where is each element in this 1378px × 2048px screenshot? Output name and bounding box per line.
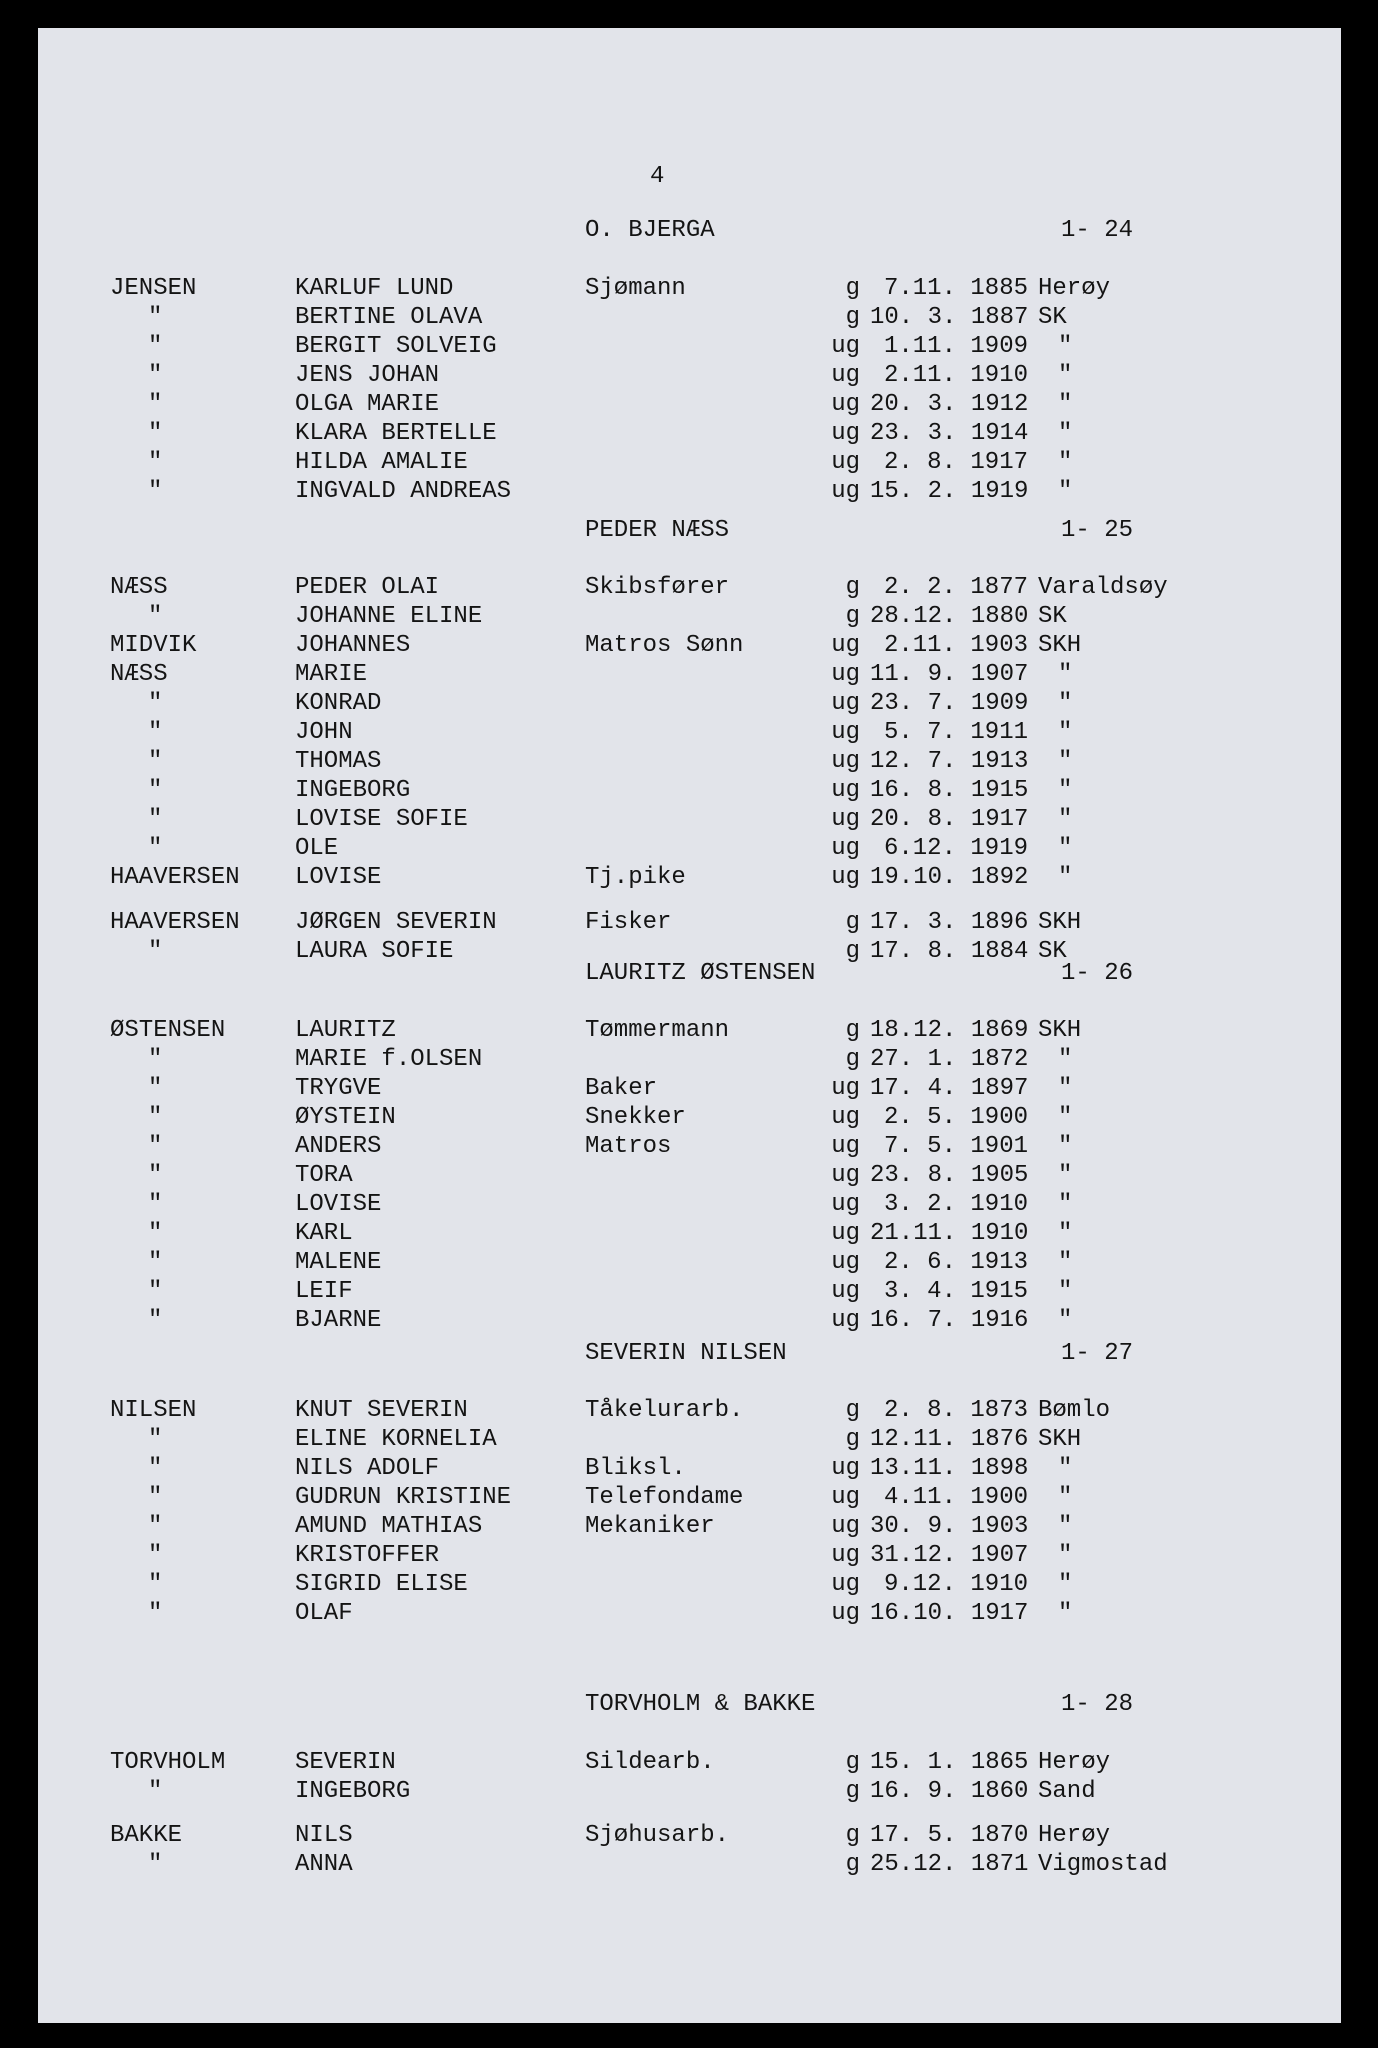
given-name-cell: OLAF <box>295 1600 353 1627</box>
birth-date-cell: 2.11. 1903 <box>883 632 1028 659</box>
surname-cell: " <box>148 1075 163 1102</box>
birth-date-cell: 2. 6. 1913 <box>883 1249 1028 1276</box>
birth-date-cell: 17. 3. 1896 <box>870 909 1029 936</box>
birthplace-cell: " <box>1058 1249 1073 1276</box>
marital-status-cell: g <box>845 909 860 936</box>
birthplace-cell: " <box>1058 1542 1073 1569</box>
birth-date-cell: 12.11. 1876 <box>870 1426 1029 1453</box>
given-name-cell: GUDRUN KRISTINE <box>295 1484 512 1511</box>
birthplace-cell: " <box>1058 333 1073 360</box>
occupation-cell: Bliksl. <box>585 1455 686 1482</box>
birth-date-cell: 7.11. 1885 <box>883 275 1028 302</box>
birthplace-cell: " <box>1058 1191 1073 1218</box>
birth-date-cell: 19.10. 1892 <box>870 864 1029 891</box>
marital-status-cell: g <box>845 275 860 302</box>
given-name-cell: ANNA <box>295 1851 353 1878</box>
surname-cell: " <box>148 1484 163 1511</box>
given-name-cell: JOHANNES <box>295 632 411 659</box>
marital-status-cell: g <box>845 574 860 601</box>
surname-cell: " <box>148 806 163 833</box>
marital-status-cell: g <box>845 1426 860 1453</box>
surname-cell: " <box>148 835 163 862</box>
given-name-cell: ELINE KORNELIA <box>295 1426 497 1453</box>
birthplace-cell: " <box>1058 1133 1073 1160</box>
birth-date-cell: 2. 8. 1917 <box>883 449 1028 476</box>
birth-date-cell: 2. 5. 1900 <box>883 1104 1028 1131</box>
given-name-cell: BJARNE <box>295 1307 382 1334</box>
given-name-cell: LEIF <box>295 1278 353 1305</box>
marital-status-cell: ug <box>831 1484 860 1511</box>
birth-date-cell: 9.12. 1910 <box>883 1571 1028 1598</box>
birth-date-cell: 28.12. 1880 <box>870 603 1029 630</box>
occupation-cell: Sjømann <box>585 275 686 302</box>
birth-date-cell: 25.12. 1871 <box>870 1851 1029 1878</box>
given-name-cell: BERGIT SOLVEIG <box>295 333 497 360</box>
marital-status-cell: ug <box>831 1455 860 1482</box>
given-name-cell: KNUT SEVERIN <box>295 1397 468 1424</box>
surname-cell: " <box>148 362 163 389</box>
birthplace-cell: SKH <box>1038 1017 1082 1044</box>
marital-status-cell: ug <box>831 391 860 418</box>
surname-cell: " <box>148 304 163 331</box>
birthplace-cell: " <box>1058 1600 1073 1627</box>
birthplace-cell: " <box>1058 1571 1073 1598</box>
marital-status-cell: ug <box>831 632 860 659</box>
birthplace-cell: " <box>1058 1307 1073 1334</box>
surname-cell: HAAVERSEN <box>110 909 240 936</box>
marital-status-cell: ug <box>831 333 860 360</box>
birthplace-cell: SK <box>1038 603 1067 630</box>
surname-cell: " <box>148 1600 163 1627</box>
household-code: 1- 28 <box>1061 1691 1134 1718</box>
birth-date-cell: 1.11. 1909 <box>883 333 1028 360</box>
birthplace-cell: " <box>1058 1278 1073 1305</box>
marital-status-cell: ug <box>831 1513 860 1540</box>
marital-status-cell: ug <box>831 1571 860 1598</box>
birthplace-cell: Varaldsøy <box>1038 574 1168 601</box>
document-page <box>38 28 1341 2023</box>
given-name-cell: LAURITZ <box>295 1017 396 1044</box>
occupation-cell: Fisker <box>585 909 672 936</box>
surname-cell: " <box>148 1133 163 1160</box>
marital-status-cell: ug <box>831 1600 860 1627</box>
marital-status-cell: ug <box>831 806 860 833</box>
given-name-cell: AMUND MATHIAS <box>295 1513 483 1540</box>
birth-date-cell: 23. 7. 1909 <box>870 690 1029 717</box>
birth-date-cell: 7. 5. 1901 <box>883 1133 1028 1160</box>
surname-cell: " <box>148 938 163 965</box>
given-name-cell: KRISTOFFER <box>295 1542 440 1569</box>
surname-cell: " <box>148 603 163 630</box>
surname-cell: TORVHOLM <box>110 1749 226 1776</box>
surname-cell: " <box>148 1455 163 1482</box>
given-name-cell: JENS JOHAN <box>295 362 440 389</box>
birth-date-cell: 27. 1. 1872 <box>870 1046 1029 1073</box>
birth-date-cell: 15. 2. 1919 <box>870 478 1029 505</box>
marital-status-cell: ug <box>831 478 860 505</box>
birthplace-cell: " <box>1058 1513 1073 1540</box>
birth-date-cell: 31.12. 1907 <box>870 1542 1029 1569</box>
household-code: 1- 27 <box>1061 1340 1134 1367</box>
given-name-cell: TRYGVE <box>295 1075 382 1102</box>
marital-status-cell: ug <box>831 690 860 717</box>
occupation-cell: Tømmermann <box>585 1017 730 1044</box>
birthplace-cell: " <box>1058 449 1073 476</box>
birth-date-cell: 17. 5. 1870 <box>870 1822 1029 1849</box>
marital-status-cell: ug <box>831 1542 860 1569</box>
given-name-cell: LOVISE SOFIE <box>295 806 468 833</box>
given-name-cell: ØYSTEIN <box>295 1104 396 1131</box>
birth-date-cell: 13.11. 1898 <box>870 1455 1029 1482</box>
given-name-cell: NILS <box>295 1822 353 1849</box>
given-name-cell: NILS ADOLF <box>295 1455 440 1482</box>
surname-cell: " <box>148 748 163 775</box>
occupation-cell: Sjøhusarb. <box>585 1822 730 1849</box>
birth-date-cell: 16.10. 1917 <box>870 1600 1029 1627</box>
birthplace-cell: " <box>1058 777 1073 804</box>
birthplace-cell: " <box>1058 835 1073 862</box>
marital-status-cell: ug <box>831 777 860 804</box>
household-name: PEDER NÆSS <box>585 517 730 544</box>
occupation-cell: Matros Sønn <box>585 632 744 659</box>
birth-date-cell: 21.11. 1910 <box>870 1220 1029 1247</box>
marital-status-cell: ug <box>831 1104 860 1131</box>
given-name-cell: HILDA AMALIE <box>295 449 468 476</box>
birthplace-cell: " <box>1058 864 1073 891</box>
marital-status-cell: ug <box>831 1133 860 1160</box>
birthplace-cell: " <box>1058 1220 1073 1247</box>
birthplace-cell: " <box>1058 719 1073 746</box>
household-name: LAURITZ ØSTENSEN <box>585 960 816 987</box>
surname-cell: " <box>148 777 163 804</box>
birth-date-cell: 2. 8. 1873 <box>883 1397 1028 1424</box>
given-name-cell: LAURA SOFIE <box>295 938 454 965</box>
given-name-cell: MARIE f.OLSEN <box>295 1046 483 1073</box>
surname-cell: " <box>148 1220 163 1247</box>
birth-date-cell: 15. 1. 1865 <box>870 1749 1029 1776</box>
page-number: 4 <box>650 163 665 190</box>
birth-date-cell: 11. 9. 1907 <box>870 661 1029 688</box>
marital-status-cell: g <box>845 304 860 331</box>
given-name-cell: INGEBORG <box>295 1778 411 1805</box>
given-name-cell: SEVERIN <box>295 1749 396 1776</box>
birth-date-cell: 30. 9. 1903 <box>870 1513 1029 1540</box>
marital-status-cell: ug <box>831 420 860 447</box>
given-name-cell: OLE <box>295 835 339 862</box>
birth-date-cell: 6.12. 1919 <box>883 835 1028 862</box>
birthplace-cell: " <box>1058 362 1073 389</box>
birth-date-cell: 23. 3. 1914 <box>870 420 1029 447</box>
occupation-cell: Telefondame <box>585 1484 744 1511</box>
birth-date-cell: 2.11. 1910 <box>883 362 1028 389</box>
given-name-cell: MARIE <box>295 661 368 688</box>
given-name-cell: KARL <box>295 1220 353 1247</box>
birthplace-cell: " <box>1058 661 1073 688</box>
birth-date-cell: 17. 4. 1897 <box>870 1075 1029 1102</box>
marital-status-cell: ug <box>831 661 860 688</box>
occupation-cell: Skibsfører <box>585 574 730 601</box>
given-name-cell: JOHANNE ELINE <box>295 603 483 630</box>
given-name-cell: OLGA MARIE <box>295 391 440 418</box>
surname-cell: ØSTENSEN <box>110 1017 226 1044</box>
marital-status-cell: ug <box>831 1075 860 1102</box>
marital-status-cell: g <box>845 1749 860 1776</box>
marital-status-cell: g <box>845 1778 860 1805</box>
surname-cell: " <box>148 1778 163 1805</box>
household-name: O. BJERGA <box>585 217 715 244</box>
birthplace-cell: " <box>1058 478 1073 505</box>
household-code: 1- 24 <box>1061 217 1134 244</box>
surname-cell: NÆSS <box>110 661 168 688</box>
given-name-cell: ANDERS <box>295 1133 382 1160</box>
given-name-cell: JØRGEN SEVERIN <box>295 909 497 936</box>
surname-cell: " <box>148 1571 163 1598</box>
household-name: TORVHOLM & BAKKE <box>585 1691 816 1718</box>
birthplace-cell: Herøy <box>1038 1822 1111 1849</box>
household-name: SEVERIN NILSEN <box>585 1340 787 1367</box>
birth-date-cell: 20. 3. 1912 <box>870 391 1029 418</box>
surname-cell: " <box>148 690 163 717</box>
birth-date-cell: 16. 7. 1916 <box>870 1307 1029 1334</box>
birthplace-cell: " <box>1058 748 1073 775</box>
birthplace-cell: SKH <box>1038 632 1082 659</box>
marital-status-cell: ug <box>831 1278 860 1305</box>
birth-date-cell: 12. 7. 1913 <box>870 748 1029 775</box>
surname-cell: NÆSS <box>110 574 168 601</box>
birth-date-cell: 16. 9. 1860 <box>870 1778 1029 1805</box>
given-name-cell: LOVISE <box>295 1191 382 1218</box>
given-name-cell: PEDER OLAI <box>295 574 440 601</box>
given-name-cell: LOVISE <box>295 864 382 891</box>
marital-status-cell: g <box>845 1851 860 1878</box>
birth-date-cell: 3. 4. 1915 <box>883 1278 1028 1305</box>
birthplace-cell: " <box>1058 1075 1073 1102</box>
surname-cell: " <box>148 1542 163 1569</box>
marital-status-cell: g <box>845 603 860 630</box>
surname-cell: " <box>148 1249 163 1276</box>
marital-status-cell: g <box>845 1017 860 1044</box>
birthplace-cell: " <box>1058 690 1073 717</box>
birthplace-cell: " <box>1058 391 1073 418</box>
marital-status-cell: ug <box>831 449 860 476</box>
given-name-cell: TORA <box>295 1162 353 1189</box>
surname-cell: " <box>148 420 163 447</box>
surname-cell: " <box>148 1307 163 1334</box>
birthplace-cell: " <box>1058 1104 1073 1131</box>
birthplace-cell: Herøy <box>1038 1749 1111 1776</box>
given-name-cell: MALENE <box>295 1249 382 1276</box>
marital-status-cell: ug <box>831 1191 860 1218</box>
marital-status-cell: ug <box>831 1220 860 1247</box>
surname-cell: " <box>148 1191 163 1218</box>
surname-cell: " <box>148 1278 163 1305</box>
birthplace-cell: " <box>1058 1162 1073 1189</box>
birthplace-cell: " <box>1058 1046 1073 1073</box>
birth-date-cell: 17. 8. 1884 <box>870 938 1029 965</box>
birthplace-cell: SKH <box>1038 1426 1082 1453</box>
surname-cell: " <box>148 391 163 418</box>
surname-cell: " <box>148 1426 163 1453</box>
surname-cell: " <box>148 478 163 505</box>
birth-date-cell: 2. 2. 1877 <box>883 574 1028 601</box>
birth-date-cell: 5. 7. 1911 <box>883 719 1028 746</box>
occupation-cell: Tj.pike <box>585 864 686 891</box>
surname-cell: " <box>148 1046 163 1073</box>
given-name-cell: KLARA BERTELLE <box>295 420 497 447</box>
given-name-cell: SIGRID ELISE <box>295 1571 468 1598</box>
household-code: 1- 26 <box>1061 960 1134 987</box>
occupation-cell: Mekaniker <box>585 1513 715 1540</box>
birthplace-cell: " <box>1058 806 1073 833</box>
surname-cell: " <box>148 1104 163 1131</box>
birthplace-cell: Herøy <box>1038 275 1111 302</box>
marital-status-cell: g <box>845 938 860 965</box>
marital-status-cell: ug <box>831 719 860 746</box>
given-name-cell: KONRAD <box>295 690 382 717</box>
surname-cell: MIDVIK <box>110 632 197 659</box>
marital-status-cell: ug <box>831 1307 860 1334</box>
given-name-cell: THOMAS <box>295 748 382 775</box>
given-name-cell: INGVALD ANDREAS <box>295 478 512 505</box>
surname-cell: NILSEN <box>110 1397 197 1424</box>
birth-date-cell: 18.12. 1869 <box>870 1017 1029 1044</box>
birthplace-cell: Vigmostad <box>1038 1851 1168 1878</box>
surname-cell: " <box>148 1162 163 1189</box>
given-name-cell: INGEBORG <box>295 777 411 804</box>
surname-cell: " <box>148 449 163 476</box>
surname-cell: BAKKE <box>110 1822 183 1849</box>
given-name-cell: BERTINE OLAVA <box>295 304 483 331</box>
birthplace-cell: SK <box>1038 938 1067 965</box>
given-name-cell: KARLUF LUND <box>295 275 454 302</box>
surname-cell: " <box>148 1851 163 1878</box>
marital-status-cell: ug <box>831 864 860 891</box>
birthplace-cell: " <box>1058 420 1073 447</box>
birth-date-cell: 16. 8. 1915 <box>870 777 1029 804</box>
birth-date-cell: 23. 8. 1905 <box>870 1162 1029 1189</box>
surname-cell: HAAVERSEN <box>110 864 240 891</box>
household-code: 1- 25 <box>1061 517 1134 544</box>
birthplace-cell: Sand <box>1038 1778 1096 1805</box>
birth-date-cell: 10. 3. 1887 <box>870 304 1029 331</box>
marital-status-cell: ug <box>831 748 860 775</box>
occupation-cell: Tåkelurarb. <box>585 1397 744 1424</box>
occupation-cell: Sildearb. <box>585 1749 715 1776</box>
birth-date-cell: 20. 8. 1917 <box>870 806 1029 833</box>
marital-status-cell: g <box>845 1822 860 1849</box>
surname-cell: " <box>148 1513 163 1540</box>
occupation-cell: Snekker <box>585 1104 686 1131</box>
marital-status-cell: g <box>845 1397 860 1424</box>
birth-date-cell: 3. 2. 1910 <box>883 1191 1028 1218</box>
marital-status-cell: g <box>845 1046 860 1073</box>
marital-status-cell: ug <box>831 835 860 862</box>
marital-status-cell: ug <box>831 362 860 389</box>
surname-cell: " <box>148 333 163 360</box>
birthplace-cell: " <box>1058 1455 1073 1482</box>
birthplace-cell: SK <box>1038 304 1067 331</box>
occupation-cell: Baker <box>585 1075 658 1102</box>
birthplace-cell: SKH <box>1038 909 1082 936</box>
marital-status-cell: ug <box>831 1249 860 1276</box>
birth-date-cell: 4.11. 1900 <box>883 1484 1028 1511</box>
birthplace-cell: " <box>1058 1484 1073 1511</box>
marital-status-cell: ug <box>831 1162 860 1189</box>
given-name-cell: JOHN <box>295 719 353 746</box>
surname-cell: " <box>148 719 163 746</box>
birthplace-cell: Bømlo <box>1038 1397 1111 1424</box>
surname-cell: JENSEN <box>110 275 197 302</box>
occupation-cell: Matros <box>585 1133 672 1160</box>
